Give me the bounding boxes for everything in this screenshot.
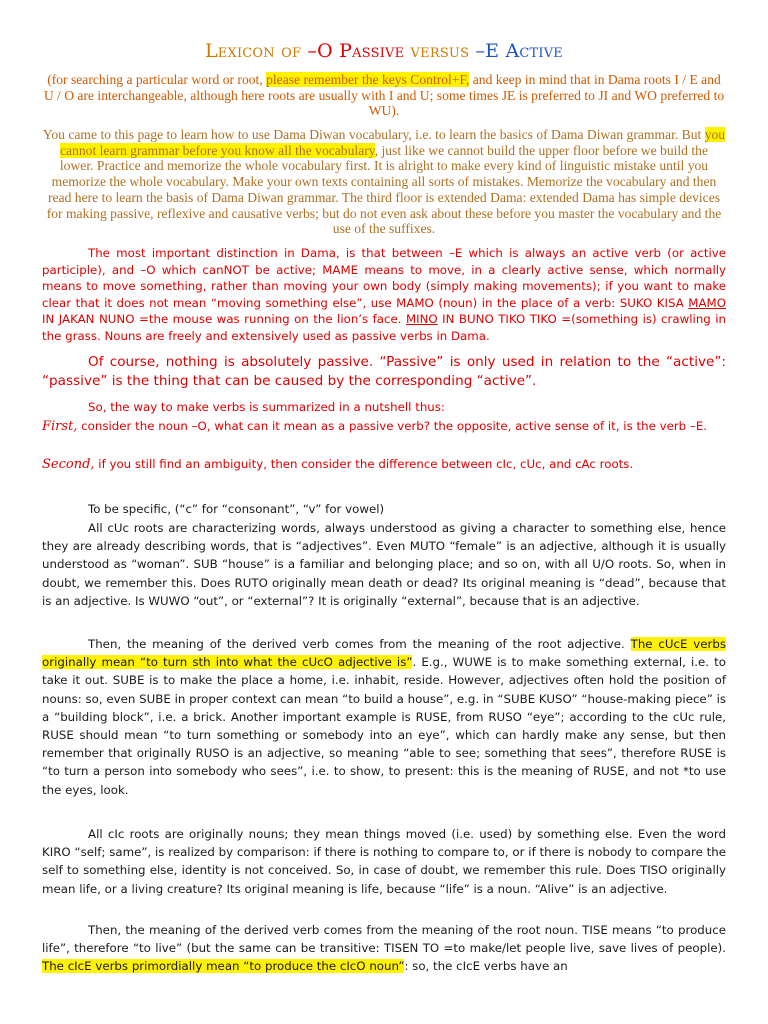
cuc-verb-rule-highlight: The cUcE verbs originally mean “to turn sth into what the cUcO adjective is”	[42, 637, 726, 670]
vocabulary-note-text: You came to this page to learn how to use Dama Diwan vocabulary, i.e. to learn the basics of Dama Diwan grammar. But	[42, 127, 705, 142]
cuc-roots-paragraph: All cUc roots are characterizing words, always understood as giving a character to something else, hence they are already describing words, that is “adjectives”. Even MUTO “female” is an adjective, although it is usually understood as “woman”. SUB “house” is a familiar and belonging place; and so on, with all U/O roots. So, when in doubt, we remember this. Does RUTO originally mean death or dead? Its original meaning is “dead”, because that is an adjective. Is WUWO “out”, or “external”? It is originally “external”, because that is an adjective.	[42, 521, 726, 608]
distinction-text-3: IN BUNO TIKO TIKO =(something is) crawling in the grass. Nouns are freely and extensively used as passive verbs in Dama.	[42, 312, 726, 343]
of-course-paragraph: Of course, nothing is absolutely passive. “Passive” is only used in relation to the “active”: “passive” is the thing that can be caused by the corresponding “active”.	[42, 354, 726, 389]
cic-derived-verb-paragraph	[42, 921, 726, 976]
specific-paragraph: To be specific, (“c” for “consonant”, “v” for vowel)	[88, 502, 385, 516]
page-title	[0, 40, 768, 62]
second-rule-text: if you still find an ambiguity, then consider the difference between cIc, cUc, and cAc roots.	[94, 457, 634, 471]
vocabulary-note-paragraph	[42, 127, 726, 237]
title-part-lexicon: Lexicon of	[204, 40, 308, 62]
vocabulary-note-text-end: , just like we cannot build the upper floor before we build the lower. Practice and memorize the whole vocabulary first. It is alright to make every kind of linguistic mistake until you memorize the whole vocabulary. Make your own texts containing all sorts of mistakes. Memorize the vocabulary and then read here to learn the basis of Dama Diwan grammar. The third floor is extended Dama: extended Dama has simple devices for making passive, reflexive and causative verbs; but do not even ask about these before you master the vocabulary and the use of the suffixes.	[46, 142, 722, 237]
distinction-example-mino: MINO	[405, 312, 438, 326]
first-rule-paragraph	[42, 418, 726, 436]
vocabulary-note-highlight: you cannot learn grammar before you know all the vocabulary	[59, 127, 726, 158]
search-tip-highlight: please remember the keys Control+F,	[266, 72, 470, 87]
distinction-text-2: IN JAKAN NUNO =the mouse was running on the lion’s face.	[42, 312, 406, 326]
distinction-example-mamo: MAMO	[688, 295, 726, 310]
cuc-derived-verb-paragraph	[42, 635, 726, 799]
first-rule-text: consider the noun –O, what can it mean as a passive verb? the opposite, active sense of it, is the verb –E.	[77, 419, 708, 433]
title-part-active: –E Active	[475, 40, 563, 62]
cic-derived-text-end: : so, the cIcE verbs have an	[404, 959, 568, 974]
cuc-derived-text-end: . E.g., WUWE is to make something external, i.e. to take it out. SUBE is to make the place a home, i.e. inhabit, reside. However, adjectives often hold the position of nouns: so, even SUBE in proper context can mean “to build a house”, e.g. in “SUBE KUSO” “house-making piece” is a “building block”, i.e. a brick. Another important example is RUSE, from RUSO “eye”; according to the cUc rule, RUSE should mean “to turn something or somebody into an eye”, which can hardly make any sense, but then remember that originally RUSO is an adjective, so meaning “able to see; something that sees”, therefore RUSE is “to turn a person into somebody who sees”, i.e. to show, to present: this is the meaning of RUSE, and not *to use the eyes, look.	[42, 655, 726, 797]
first-rule-lead: First,	[42, 419, 78, 434]
cic-derived-text: Then, the meaning of the derived verb comes from the meaning of the root noun. TISE means “to produce life”, therefore “to live” (but the same can be transitive: TISEN TO =to make/let people live, save lives of people).	[42, 923, 726, 956]
cic-verb-rule-highlight: The cIcE verbs primordially mean “to produce the cIcO noun”	[42, 959, 405, 974]
cic-roots-paragraph: All cIc roots are originally nouns; they mean things moved (i.e. used) by something else. Even the word KIRO “self; same”, is realized by comparison: if there is nothing to compare to, or if there is nobody to compare the self to something else, identity is not conceived. So, in case of doubt, we remember this rule. Does TISO originally mean life, or a living creature? Its original meaning is life, because “life” is a noun. “Alive” is an adjective.	[42, 827, 726, 896]
nutshell-paragraph: So, the way to make verbs is summarized in a nutshell thus:	[88, 400, 445, 414]
title-part-passive: –O Passive	[307, 40, 405, 62]
second-rule-lead: Second,	[42, 457, 95, 472]
cuc-derived-text: Then, the meaning of the derived verb comes from the meaning of the root adjective.	[88, 637, 631, 651]
second-rule-paragraph	[42, 456, 726, 474]
title-part-versus: versus	[404, 40, 476, 62]
distinction-text: The most important distinction in Dama, is that between –E which is always an active verb (or active participle), and –O which canNOT be active; MAME means to move, in a clearly active sense, which normally means to move something, rather than moving your own body (simply making movements); if you want to make clear that it does not mean “moving something else”, use MAMO (noun) in the place of a verb: SUKO KISA	[42, 246, 726, 310]
search-tip-text-end: and keep in mind that in Dama roots I / E and U / O are interchangeable, although here roots are usually with I and U; some times JE is preferred to JI and WO preferred to WU).	[43, 72, 725, 118]
search-tip-paragraph	[42, 72, 726, 119]
distinction-paragraph	[42, 245, 726, 344]
search-tip-text: (for searching a particular word or root,	[47, 72, 267, 87]
